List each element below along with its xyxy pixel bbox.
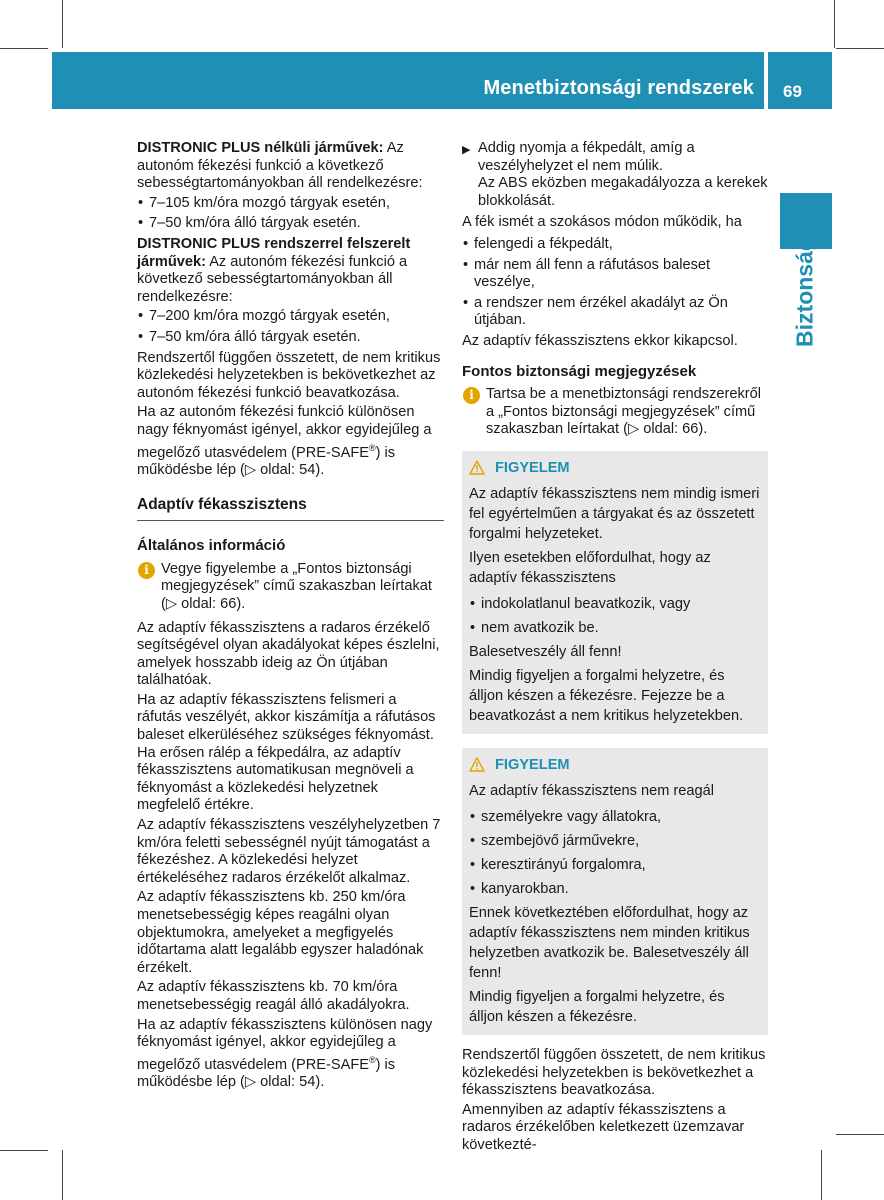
crop-mark [0,1150,48,1151]
paragraph: Az adaptív fékasszisztens veszélyhelyzetben 7 km/óra feletti sebességnél nyújt támogatást a fékezéshez. A közlekedési helyzet értékeléséhez radaros érzékelőt alkalmaz. [137,817,441,886]
paragraph: Amennyiben az adaptív fékasszisztens a radaros érzékelőben keletkezett üzemzavar következté- [462,1101,745,1153]
warning-triangle-icon [469,757,485,772]
paragraph: Az adaptív fékasszisztens ekkor kikapcsol. [462,332,738,349]
info-note [462,386,768,439]
subsection-heading: Fontos biztonsági megjegyzések [462,362,697,380]
page-number: 69 [783,82,802,101]
registered-mark: ® [368,1054,376,1065]
list-item: • felengedi a fékpedált, [462,236,768,254]
list-item: • szembejövő járművekre, [469,831,760,851]
paragraph: Ha az adaptív fékasszisztens felismeri a ráfutás veszélyét, akkor kiszámítja a ráfutásos baleset elkerüléséhez szükséges féknyomást. Ha erősen rálép a fékpedálra, az adaptív fékasszisztens automatikusan megnöveli a féknyomást a közlekedési helyzetnek megfelelő értékre. [137,691,436,814]
info-icon: i [463,387,480,404]
paragraph: A fék ismét a szokásos módon működik, ha [462,214,742,231]
bold-lead: DISTRONIC PLUS nélküli járművek: [137,140,384,156]
list-item: • nem avatkozik be. [469,618,760,638]
crop-mark [836,48,884,49]
paragraph: Rendszertől függően összetett, de nem kritikus közlekedési helyzetekben is bekövetkezhet az autonóm fékezési funkció beavatkozása. [137,349,441,401]
crop-mark [821,1150,822,1200]
paragraph [137,1017,444,1092]
header-title: Menetbiztonsági rendszerek [483,77,754,99]
page-number-box [768,52,832,109]
left-column [137,140,444,1094]
warning-triangle-icon [469,460,485,475]
paragraph-text: ) is működésbe lép (▷ oldal: 54). [137,444,396,478]
crop-mark [62,0,63,48]
paragraph: Az adaptív fékasszisztens nem mindig ismeri fel egyértelműen a tárgyakat és az összetett forgalmi helyzeteket. [469,485,760,542]
paragraph [137,140,444,193]
crop-mark [836,1134,884,1135]
side-tab-label: Biztonság [791,237,818,347]
paragraph: Ilyen esetekben előfordulhat, hogy az adaptív fékasszisztens [469,549,711,586]
info-note-text: Tartsa be a menetbiztonsági rendszerekről a „Fontos biztonsági megjegyzések” című szakaszban leírtakat (▷ oldal: 66). [486,386,761,438]
bold-lead: DISTRONIC PLUS rendszerrel felszerelt járművek: [137,235,411,270]
paragraph: Mindig figyeljen a forgalmi helyzetre, és álljon készen a fékezésre. Fejezze be a beavatkozást a nem kritikus helyzetekben. [469,667,744,724]
warning-title [469,755,760,775]
paragraph [137,404,444,479]
bullet-list [469,807,760,899]
warning-box [462,451,768,734]
step-text: Addig nyomja a fékpedált, amíg a veszélyhelyzet el nem múlik. [478,140,695,174]
crop-mark [62,1150,63,1200]
paragraph-text: ) is működésbe lép (▷ oldal: 54). [137,1056,396,1091]
list-item: • indokolatlanul beavatkozik, vagy [469,594,760,614]
paragraph: Ennek következtében előfordulhat, hogy az adaptív fékasszisztens nem minden kritikus helyzetben avatkozik be. Balesetveszély áll fenn! [469,904,750,981]
list-item: • kanyarokban. [469,879,760,899]
paragraph-text: Az autonóm fékezési funkció a következő sebességtartományokban áll rendelkezésre: [137,253,408,305]
warning-title-text: FIGYELEM [495,459,570,476]
bullet-list [137,195,444,233]
list-item: • keresztirányú forgalomra, [469,855,760,875]
crop-mark [834,0,835,48]
paragraph-text: Ha az autonóm fékezési funkció különösen nagy féknyomást igényel, akkor egyidejűleg a megelőző utasvédelem (PRE-SAFE [137,404,432,461]
info-note-text: Vegye figyelembe a „Fontos biztonsági megjegyzések” című szakaszban leírtakat (▷ oldal: 66). [161,560,432,612]
step-result: Az ABS eközben megakadályozza a kerekek blokkolását. [478,175,768,209]
paragraph: Rendszertől függően összetett, de nem kritikus közlekedési helyzetekben is bekövetkezhet a fékasszisztens beavatkozása. [462,1046,766,1099]
instruction-step [462,140,768,210]
list-item: • 7–50 km/óra álló tárgyak esetén. [137,329,444,347]
bullet-list [462,236,768,330]
paragraph: Az adaptív fékasszisztens kb. 70 km/óra menetsebességig reagál álló akadályokra. [137,979,410,1013]
warning-box [462,748,768,1035]
bullet-list [137,308,444,346]
bullet-list [469,594,760,638]
registered-mark: ® [368,442,376,453]
warning-title [469,458,760,478]
paragraph: Mindig figyeljen a forgalmi helyzetre, és álljon készen a fékezésre. [469,988,725,1025]
subsection-heading: Általános információ [137,537,286,555]
paragraph-text: Ha az adaptív fékasszisztens különösen nagy féknyomást igényel, akkor egyidejűleg a megelőző utasvédelem (PRE-SAFE [137,1016,433,1073]
info-icon: i [138,562,155,579]
warning-title-text: FIGYELEM [495,756,570,773]
paragraph-text: Az autonóm fékezési funkció a következő sebességtartományokban áll rendelkezésre: [137,140,423,192]
list-item: • személyekre vagy állatokra, [469,807,760,827]
list-item: • 7–200 km/óra mozgó tárgyak esetén, [137,308,444,326]
list-item: • már nem áll fenn a ráfutásos baleset veszélye, [462,257,768,292]
step-arrow-icon: ▶ [462,144,471,156]
paragraph: Balesetveszély áll fenn! [469,643,622,660]
paragraph: Az adaptív fékasszisztens a radaros érzékelő segítségével olyan akadályokat képes észlelni, amelyek hosszabb ideig az Ön útjában találhatóak. [137,619,440,689]
info-note [137,561,444,614]
paragraph: Az adaptív fékasszisztens nem reagál [469,782,714,799]
right-column [462,140,768,1156]
header-bar [52,52,764,109]
crop-mark [0,48,48,49]
list-item: • 7–105 km/óra mozgó tárgyak esetén, [137,195,444,213]
paragraph [137,236,444,306]
paragraph: Az adaptív fékasszisztens kb. 250 km/óra menetsebességig képes reagálni olyan objektumokra, amelyeket a megfigyelés időtartama alatt legalább egyszer haladónak érzékelt. [137,889,424,976]
list-item: • 7–50 km/óra álló tárgyak esetén. [137,215,444,233]
list-item: • a rendszer nem érzékel akadályt az Ön útjában. [462,295,768,330]
section-heading: Adaptív fékasszisztens [137,496,444,522]
